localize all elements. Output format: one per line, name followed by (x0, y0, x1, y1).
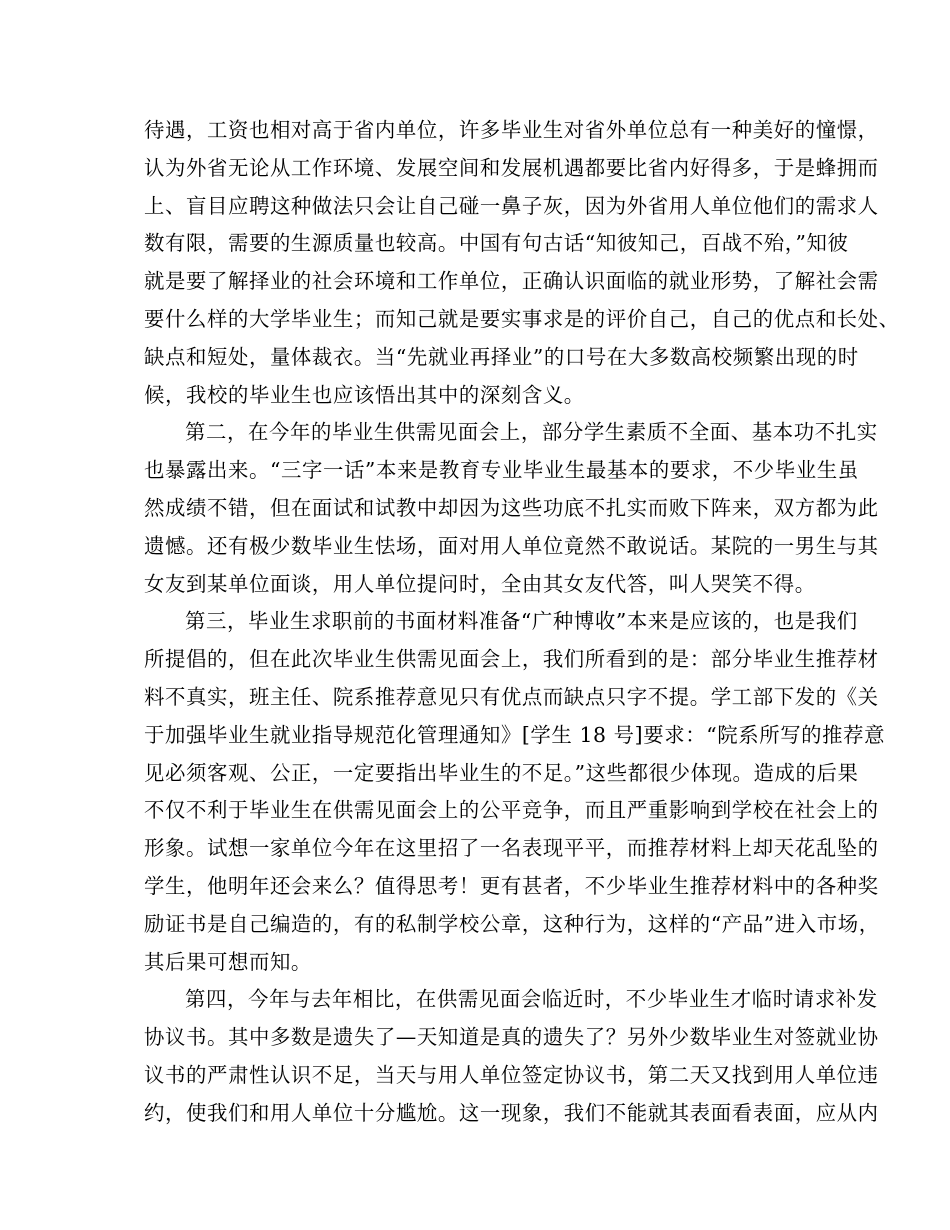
paragraph-fourth (144, 981, 879, 1132)
text-line: 待遇，工资也相对高于省内单位，许多毕业生对省外单位总有一种美好的憧憬， (144, 118, 879, 142)
text-line: 候，我校的毕业生也应该悟出其中的深刻含义。 (144, 382, 585, 407)
document-body (144, 112, 900, 1133)
text-line: 议书的严肃性认识不足，当天与用人单位签定协议书，第二天又找到用人单位违 (144, 1062, 879, 1087)
text-line: 也暴露出来。“三字一话”本来是教育专业毕业生最基本的要求，不少毕业生虽 (144, 458, 859, 483)
text-line: 励证书是自己编造的，有的私制学校公章，这种行为，这样的“产品”进入市场， (144, 911, 880, 936)
paragraph-continuation (144, 112, 900, 414)
text-line: 数有限，需要的生源质量也较高。中国有句古话“知彼知己，百战不殆，”知彼 (144, 231, 849, 256)
text-line: 约，使我们和用人单位十分尴尬。这一现象，我们不能就其表面看表面，应从内 (144, 1100, 879, 1125)
text-line: 就是要了解择业的社会环境和工作单位，正确认识面临的就业形势，了解社会需 (144, 269, 879, 294)
text-line: 见必须客观、公正，一定要指出毕业生的不足。”这些都很少体现。造成的后果 (144, 760, 859, 785)
text-line: 第三，毕业生求职前的书面材料准备“广种博收”本来是应该的，也是我们 (185, 609, 858, 634)
text-line: 料不真实，班主任、院系推荐意见只有优点而缺点只字不提。学工部下发的《关 (144, 684, 879, 709)
text-line: 女友到某单位面谈，用人单位提问时，全由其女友代答，叫人哭笑不得。 (144, 571, 816, 596)
text-line: 然成绩不错，但在面试和试教中却因为这些功底不扎实而败下阵来，双方都为此 (144, 495, 879, 520)
text-line: 第四，今年与去年相比，在供需见面会临近时，不少毕业生才临时请求补发 (185, 987, 878, 1012)
text-line: 第二，在今年的毕业生供需见面会上，部分学生素质不全面、基本功不扎实 (185, 420, 878, 445)
paragraph-third (144, 603, 886, 981)
text-line: 遗憾。还有极少数毕业生怯场，面对用人单位竟然不敢说话。某院的一男生与其 (144, 533, 879, 558)
text-line: 所提倡的，但在此次毕业生供需见面会上，我们所看到的是：部分毕业生推荐材 (144, 647, 879, 672)
text-line: 协议书。其中多数是遗失了—天知道是真的遗失了？另外少数毕业生对签就业协 (144, 1025, 879, 1050)
text-line: 认为外省无论从工作环境、发展空间和发展机遇都要比省内好得多，于是蜂拥而 (144, 155, 879, 180)
text-line: 其后果可想而知。 (144, 949, 312, 974)
text-line: 缺点和短处，量体裁衣。当“先就业再择业”的口号在大多数高校频繁出现的时 (144, 344, 859, 369)
text-line: 学生，他明年还会来么？值得思考！更有甚者，不少毕业生推荐材料中的各种奖 (144, 873, 879, 898)
text-line: 形象。试想一家单位今年在这里招了一名表现平平，而推荐材料上却天花乱坠的 (144, 836, 879, 861)
text-line: 于加强毕业生就业指导规范化管理通知》[学生 18 号]要求：“院系所写的推荐意 (144, 722, 886, 747)
text-line: 上、盲目应聘这种做法只会让自己碰一鼻子灰，因为外省用人单位他们的需求人 (144, 193, 879, 218)
paragraph-second (144, 414, 879, 603)
text-line: 要什么样的大学毕业生；而知己就是要实事求是的评价自己，自己的优点和长处、 (144, 306, 900, 331)
text-line: 不仅不利于毕业生在供需见面会上的公平竞争，而且严重影响到学校在社会上的 (144, 798, 879, 823)
